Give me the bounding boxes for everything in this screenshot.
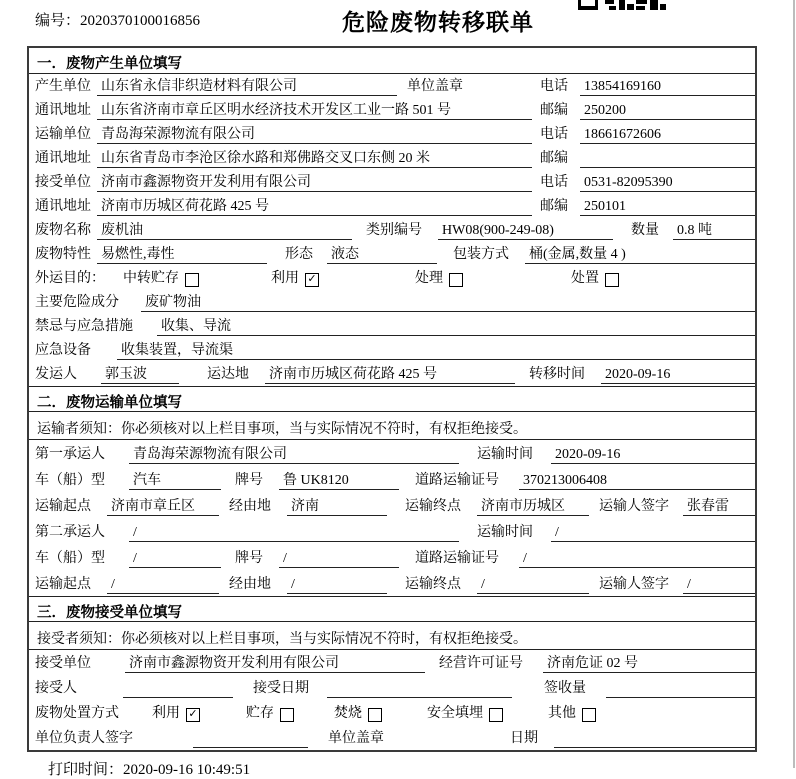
row-equipment	[29, 338, 755, 362]
producer-address-field: 山东省济南市章丘区明水经济技术开发区工业一路 501 号	[97, 102, 532, 120]
row-receive-unit	[29, 650, 755, 675]
producer-phone-field: 13854169160	[580, 78, 755, 96]
checkbox-treat	[449, 273, 463, 287]
road-permit-label: 道路运输证号	[415, 473, 499, 488]
amount-field	[606, 680, 755, 698]
receiver-phone-field: 0531-82095390	[580, 174, 755, 192]
checkbox-use: ✓	[305, 273, 319, 287]
transport-time-label: 运输时间	[477, 525, 533, 540]
taboo-field: 收集、导流	[157, 318, 755, 336]
unit-seal-label: 单位盖章	[328, 731, 384, 746]
print-time	[48, 758, 796, 779]
origin1-field: 济南市章丘区	[107, 498, 219, 516]
character-field: 易燃性,毒性	[97, 246, 267, 264]
form-number-label: 编号：	[35, 13, 81, 29]
plate2-field: /	[279, 550, 399, 568]
transport-time2-field: /	[551, 524, 755, 542]
carrier-sign-label: 运输人签字	[599, 499, 669, 514]
option-treat-label: 处理	[415, 271, 443, 286]
row-transporter-address	[29, 146, 755, 170]
destination-label: 运达地	[207, 367, 249, 382]
receive-unit-field: 济南市鑫源物资开发利用有限公司	[125, 655, 425, 673]
carrier-sign-label: 运输人签字	[599, 577, 669, 592]
vehicle2-field: /	[129, 550, 221, 568]
quantity-field: 0.8 吨	[673, 222, 755, 240]
section-producer	[29, 48, 755, 386]
section-3-header: 三．废物接受单位填写	[29, 596, 755, 622]
plate-label: 牌号	[235, 551, 263, 566]
row-shipper	[29, 362, 755, 386]
form-number-value: 2020370100016856	[80, 13, 201, 29]
via1-field: 济南	[287, 498, 387, 516]
row-route1	[29, 492, 755, 518]
amount-label: 签收量	[544, 681, 586, 696]
carrier1-field: 青岛海荣源物流有限公司	[129, 446, 459, 464]
via-label: 经由地	[229, 499, 271, 514]
via2-field: /	[287, 576, 387, 594]
option-other-label: 其他	[548, 706, 576, 721]
checkbox-burn	[368, 708, 382, 722]
page-edge-line	[793, 0, 795, 768]
form-state-label: 形态	[285, 247, 313, 262]
vehicle-type-label: 车（船）型	[35, 473, 105, 488]
form-title: 危险废物转移联单	[342, 10, 534, 35]
row-receiver	[29, 170, 755, 194]
character-label: 废物特性	[35, 247, 91, 262]
receiver-label: 接受单位	[35, 175, 91, 190]
print-time-value: 2020-09-16 10:49:51	[123, 762, 251, 778]
plate1-field: 鲁 UK8120	[279, 472, 399, 490]
origin2-field: /	[107, 576, 219, 594]
address-label: 通讯地址	[35, 103, 91, 118]
sign2-field: /	[683, 576, 755, 594]
shipper-field: 郭玉波	[101, 366, 179, 384]
row-producer	[29, 74, 755, 98]
terminal-label: 运输终点	[405, 499, 461, 514]
sign1-field: 张春雷	[683, 498, 755, 516]
transport-time1-field: 2020-09-16	[551, 446, 755, 464]
form-body	[27, 46, 757, 752]
option-transfer-storage-label: 中转贮存	[123, 271, 179, 286]
quantity-label: 数量	[631, 223, 659, 238]
section-1-header: 一．废物产生单位填写	[29, 48, 755, 74]
shipper-label: 发运人	[35, 367, 77, 382]
section-2-header: 二．废物运输单位填写	[29, 386, 755, 412]
receiver-notice: 接受者须知：你必须核对以上栏目事项，当与实际情况不符时，有权拒绝接受。	[29, 622, 755, 650]
vehicle-type-label: 车（船）型	[35, 551, 105, 566]
row-waste-character	[29, 242, 755, 266]
row-receiver-address	[29, 194, 755, 218]
carrier2-field: /	[129, 524, 459, 542]
recipient-label: 接受人	[35, 681, 77, 696]
phone-label: 电话	[540, 79, 568, 94]
carrier2-label: 第二承运人	[35, 525, 105, 540]
row-vehicle1	[29, 466, 755, 492]
transporter-zip-field	[580, 150, 755, 168]
option-use-label: 利用	[271, 271, 299, 286]
plate-label: 牌号	[235, 473, 263, 488]
row-taboo	[29, 314, 755, 338]
manager-sign-label: 单位负责人签字	[35, 731, 133, 746]
address-label: 通讯地址	[35, 199, 91, 214]
unit-seal-label: 单位盖章	[407, 79, 463, 94]
zip-label: 邮编	[540, 151, 568, 166]
checkbox-dispose	[605, 273, 619, 287]
purpose-label: 外运目的：	[35, 271, 105, 286]
option-store-label: 贮存	[246, 706, 274, 721]
receiver-zip-field: 250101	[580, 198, 755, 216]
section-transporter	[29, 386, 755, 596]
transporter-address-field: 山东省青岛市李沧区徐水路和郑佛路交叉口东侧 20 米	[97, 150, 532, 168]
checkbox-transfer-storage	[185, 273, 199, 287]
option-landfill-label: 安全填埋	[427, 706, 483, 721]
row-purpose	[29, 266, 755, 290]
transporter-field: 青岛海荣源物流有限公司	[97, 126, 532, 144]
transporter-phone-field: 18661672606	[580, 126, 755, 144]
via-label: 经由地	[229, 577, 271, 592]
packing-label: 包装方式	[453, 247, 509, 262]
row-producer-address	[29, 98, 755, 122]
date-label: 日期	[510, 731, 538, 746]
row-disposal	[29, 700, 755, 725]
phone-label: 电话	[540, 127, 568, 142]
origin-label: 运输起点	[35, 577, 91, 592]
section-receiver	[29, 596, 755, 750]
checkbox-store	[280, 708, 294, 722]
print-time-label: 打印时间：	[48, 762, 124, 778]
checkbox-use: ✓	[186, 708, 200, 722]
transporter-label: 运输单位	[35, 127, 91, 142]
row-waste-name	[29, 218, 755, 242]
address-label: 通讯地址	[35, 151, 91, 166]
destination-field: 济南市历城区荷花路 425 号	[265, 366, 515, 384]
form-state-field: 液态	[327, 246, 437, 264]
permit2-field: /	[519, 550, 755, 568]
packing-field: 桶(金属,数量 4 )	[525, 246, 755, 264]
recipient-field	[123, 680, 233, 698]
checkbox-other	[582, 708, 596, 722]
equipment-label: 应急设备	[35, 343, 91, 358]
origin-label: 运输起点	[35, 499, 91, 514]
zip-label: 邮编	[540, 199, 568, 214]
permit1-field: 370213006408	[519, 472, 755, 490]
date-field	[554, 730, 755, 748]
form-number	[35, 9, 200, 30]
row-transporter	[29, 122, 755, 146]
waste-name-label: 废物名称	[35, 223, 91, 238]
row-carrier1	[29, 440, 755, 466]
hazard-label: 主要危险成分	[35, 295, 119, 310]
receiver-field: 济南市鑫源物资开发利用有限公司	[97, 174, 532, 192]
road-permit-label: 道路运输证号	[415, 551, 499, 566]
row-recipient	[29, 675, 755, 700]
receiver-address-field: 济南市历城区荷花路 425 号	[97, 198, 532, 216]
form-header	[0, 0, 796, 38]
category-label: 类别编号	[366, 223, 422, 238]
row-vehicle2	[29, 544, 755, 570]
carrier1-label: 第一承运人	[35, 447, 105, 462]
manager-sign-field	[193, 730, 308, 748]
taboo-label: 禁忌与应急措施	[35, 319, 133, 334]
accept-date-label: 接受日期	[253, 681, 309, 696]
license-label: 经营许可证号	[439, 656, 523, 671]
row-route2	[29, 570, 755, 596]
row-carrier2	[29, 518, 755, 544]
transporter-notice: 运输者须知：你必须核对以上栏目事项，当与实际情况不符时，有权拒绝接受。	[29, 412, 755, 440]
row-manager-sign	[29, 725, 755, 750]
zip-label: 邮编	[540, 103, 568, 118]
producer-label: 产生单位	[35, 79, 91, 94]
vehicle1-field: 汽车	[129, 472, 221, 490]
phone-label: 电话	[540, 175, 568, 190]
category-field: HW08(900-249-08)	[438, 222, 613, 240]
terminal-label: 运输终点	[405, 577, 461, 592]
checkbox-landfill	[489, 708, 503, 722]
producer-zip-field: 250200	[580, 102, 755, 120]
row-hazard	[29, 290, 755, 314]
receive-unit-label: 接受单位	[35, 656, 91, 671]
option-use-label: 利用	[152, 706, 180, 721]
transfer-date-label: 转移时间	[529, 367, 585, 382]
terminal2-field: /	[477, 576, 589, 594]
license-field: 济南危证 02 号	[543, 655, 755, 673]
terminal1-field: 济南市历城区	[477, 498, 589, 516]
transport-time-label: 运输时间	[477, 447, 533, 462]
hazard-field: 废矿物油	[141, 294, 755, 312]
producer-field: 山东省永信非织造材料有限公司	[97, 78, 397, 96]
equipment-field: 收集装置，导流渠	[117, 342, 755, 360]
disposal-label: 废物处置方式	[35, 706, 119, 721]
option-burn-label: 焚烧	[334, 706, 362, 721]
accept-date-field	[327, 680, 512, 698]
transfer-date-field: 2020-09-16	[601, 366, 755, 384]
option-dispose-label: 处置	[571, 271, 599, 286]
waste-name-field: 废机油	[97, 222, 352, 240]
